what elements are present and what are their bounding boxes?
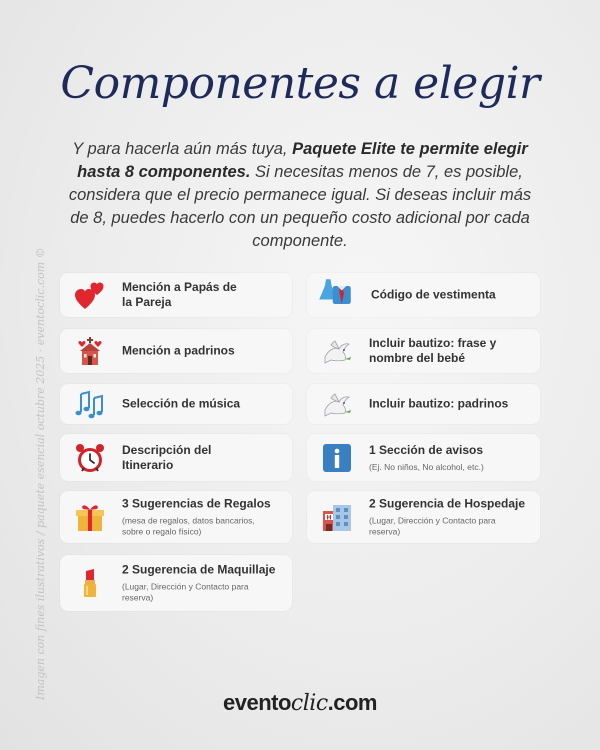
card-descripcion-itinerario: [60, 434, 292, 481]
hotel-icon: [321, 501, 353, 533]
card-label: 2 Sugerencia de Hospedaje: [369, 496, 526, 511]
card-text: [369, 443, 530, 473]
card-text: [369, 336, 530, 366]
hearts-icon: [74, 279, 106, 311]
gift-icon: [74, 501, 106, 533]
lipstick-icon: [74, 567, 106, 599]
intro-text-1: Y para hacerla aún más tuya,: [72, 140, 293, 158]
card-text: [369, 497, 530, 538]
card-label: Mención a padrinos: [122, 343, 235, 358]
card-sublabel: (Ej. No niños, No alcohol, etc.): [369, 461, 484, 472]
music-notes-icon: [74, 388, 106, 420]
card-sublabel: (Lugar, Dirección y Contacto para reserva): [122, 581, 249, 603]
brand-text-b: clic: [290, 691, 328, 716]
footer-brand: [0, 690, 600, 716]
dove-icon: [321, 335, 353, 367]
card-text: [122, 280, 282, 310]
watermark: Imagen con fines ilustrativos / paquete esencial octubre 2025 · eventoclic.com ©: [34, 247, 47, 700]
card-label: Selección de música: [122, 396, 241, 411]
card-sublabel: (mesa de regalos, datos bancarios, sobre o regalo físico): [122, 515, 255, 537]
intro-text-2: Si necesitas menos de 7, es posible, considera que el precio permanece igual. Si deseas incluir más de 8, puedes hacerlo con un pequeño costo adicional por cada componente.: [68, 163, 532, 250]
card-text: [371, 288, 530, 303]
card-sugerencia-maquillaje: [60, 555, 292, 611]
card-codigo-vestimenta: [307, 273, 540, 317]
card-mencion-papas: [60, 273, 292, 317]
church-icon: [74, 335, 106, 367]
brand-text-c: .com: [327, 690, 377, 715]
card-label: Mención a Papás de la Pareja: [122, 280, 237, 309]
card-sugerencias-regalos: [60, 491, 292, 543]
card-label: Descripción del Itinerario: [122, 442, 212, 472]
card-text: [122, 344, 282, 359]
svg-text:H: H: [326, 514, 332, 522]
intro-text-bold: Paquete Elite te permite elegir hasta 8 componentes.: [77, 140, 528, 181]
card-text: [122, 497, 282, 538]
card-sublabel: (Lugar, Dirección y Contacto para reserva): [369, 515, 496, 537]
card-label: Código de vestimenta: [371, 287, 496, 302]
card-label: 3 Sugerencias de Regalos: [122, 496, 271, 511]
dove-icon: [321, 388, 353, 420]
brand-text-a: evento: [223, 690, 291, 715]
card-label: Incluir bautizo: frase y nombre del bebé: [369, 336, 497, 365]
alarm-clock-icon: [74, 442, 106, 474]
card-text: [122, 397, 282, 412]
card-bautizo-padrinos: [307, 384, 540, 424]
dress-and-suit-icon: [315, 277, 355, 313]
card-label: 1 Sección de avisos: [369, 442, 484, 457]
card-label: Incluir bautizo: padrinos: [369, 396, 509, 411]
card-text: [122, 563, 282, 604]
card-seccion-avisos: [307, 434, 540, 481]
card-mencion-padrinos: [60, 329, 292, 373]
info-icon: [321, 442, 353, 474]
card-text: [122, 443, 282, 473]
intro-paragraph: [60, 138, 540, 253]
card-label: 2 Sugerencia de Maquillaje: [122, 562, 276, 577]
card-seleccion-musica: [60, 384, 292, 424]
page-title: Componentes a elegir: [60, 58, 540, 109]
card-bautizo-frase: [307, 329, 540, 373]
card-text: [369, 397, 530, 412]
card-sugerencia-hospedaje: [307, 491, 540, 543]
